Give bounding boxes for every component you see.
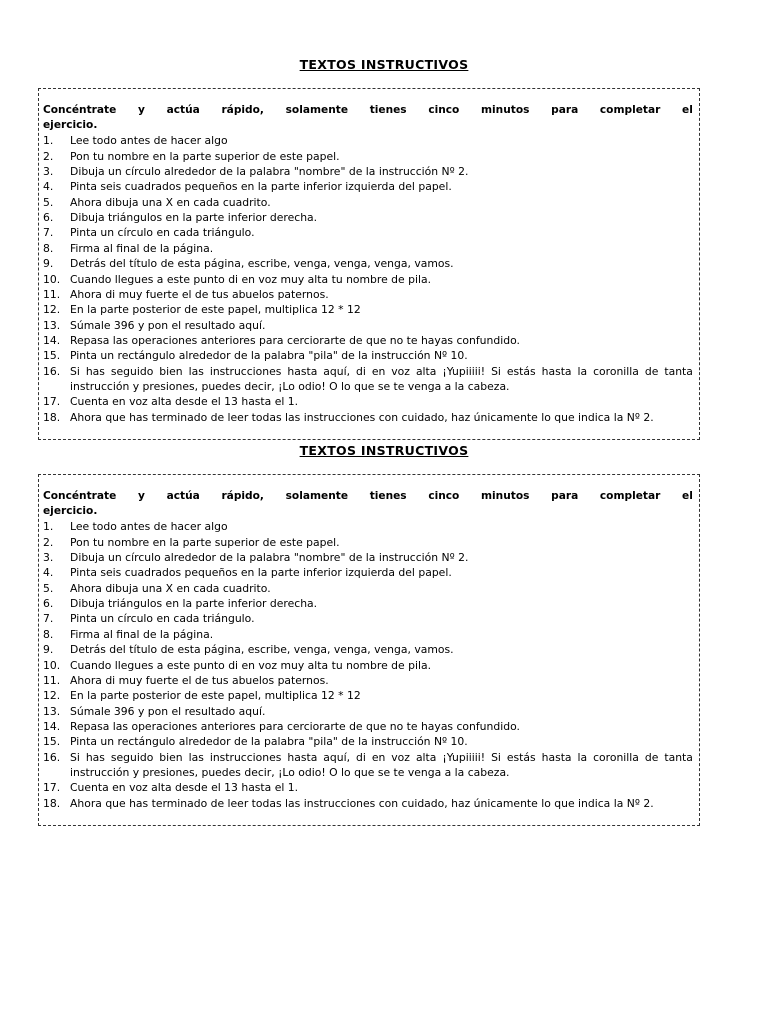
- instruction-item: [43, 133, 693, 148]
- item-number: 6.: [43, 211, 54, 225]
- instruction-item: [43, 627, 693, 642]
- instruction-item: [43, 734, 693, 749]
- instruction-item: [43, 673, 693, 688]
- item-text: Cuando llegues a este punto di en voz muy alta tu nombre de pila.: [70, 272, 432, 286]
- item-text-line: [70, 364, 693, 379]
- item-word: bien: [159, 750, 183, 764]
- item-number: 12.: [43, 689, 61, 703]
- item-text: Súmale 396 y pon el resultado aquí.: [70, 704, 266, 718]
- item-word: di: [356, 750, 366, 764]
- item-text: Firma al final de la página.: [70, 627, 214, 641]
- item-word: hasta: [541, 364, 572, 378]
- item-text: Pinta un rectángulo alrededor de la palabra "pila" de la instrucción Nº 10.: [70, 349, 468, 363]
- item-word: tanta: [664, 364, 693, 378]
- instruction-item: [43, 550, 693, 565]
- instruction-item: [43, 225, 693, 240]
- item-text: Firma al final de la página.: [70, 241, 214, 255]
- item-text: Ahora di muy fuerte el de tus abuelos paternos.: [70, 673, 329, 687]
- item-word: has: [85, 364, 105, 378]
- item-word: di: [356, 364, 366, 378]
- intro-word: Concéntrate: [43, 490, 117, 502]
- item-text: Ahora que has terminado de leer todas las instrucciones con cuidado, haz únicamente lo que indica la Nº 2.: [70, 796, 654, 810]
- item-text: Dibuja triángulos en la parte inferior derecha.: [70, 211, 318, 225]
- intro-word: para: [551, 104, 579, 116]
- item-number: 1.: [43, 520, 54, 534]
- instruction-item: [43, 348, 693, 363]
- intro-word: solamente: [285, 490, 349, 502]
- instruction-item: [43, 658, 693, 673]
- item-word: ¡Yupiiiii!: [442, 750, 486, 764]
- intro-word: completar: [599, 104, 661, 116]
- instruction-item: [43, 164, 693, 179]
- item-number: 2.: [43, 535, 54, 549]
- item-word: has: [85, 750, 105, 764]
- instruction-item: [43, 364, 693, 395]
- instruction-item: [43, 719, 693, 734]
- section-title: TEXTOS INSTRUCTIVOS: [299, 57, 469, 72]
- instruction-item: [43, 796, 693, 811]
- item-text: Lee todo antes de hacer algo: [70, 520, 228, 534]
- item-text: Lee todo antes de hacer algo: [70, 134, 228, 148]
- item-text: Dibuja un círculo alrededor de la palabra "nombre" de la instrucción Nº 2.: [70, 551, 469, 565]
- item-number: 8.: [43, 241, 54, 255]
- intro-line: [43, 103, 693, 118]
- item-number: 13.: [43, 704, 61, 718]
- intro-word: completar: [599, 490, 661, 502]
- item-text: Pon tu nombre en la parte superior de este papel.: [70, 149, 340, 163]
- item-text: Repasa las operaciones anteriores para cerciorarte de que no te hayas confundido.: [70, 333, 520, 347]
- instruction-item: [43, 318, 693, 333]
- item-word: seguido: [110, 750, 154, 764]
- item-word: la: [577, 364, 588, 378]
- instruction-item: [43, 611, 693, 626]
- intro-word: minutos: [481, 104, 530, 116]
- item-text: Cuenta en voz alta desde el 13 hasta el 1.: [70, 781, 299, 795]
- intro-word: el: [682, 490, 693, 502]
- instruction-item: [43, 750, 693, 781]
- item-word: aquí,: [323, 750, 351, 764]
- item-number: 2.: [43, 149, 54, 163]
- item-word: aquí,: [323, 364, 351, 378]
- intro-word: cinco: [428, 104, 460, 116]
- item-text-line: [70, 750, 693, 765]
- item-text: Pinta un círculo en cada triángulo.: [70, 226, 255, 240]
- item-text: [70, 364, 693, 395]
- item-number: 8.: [43, 627, 54, 641]
- intro-word: Concéntrate: [43, 104, 117, 116]
- item-word: estás: [506, 364, 536, 378]
- item-number: 4.: [43, 180, 54, 194]
- item-number: 7.: [43, 612, 54, 626]
- instruction-item: [43, 596, 693, 611]
- item-text: Pon tu nombre en la parte superior de este papel.: [70, 535, 340, 549]
- intro-word: actúa: [166, 490, 200, 502]
- item-number: 10.: [43, 272, 61, 286]
- item-number: 14.: [43, 333, 61, 347]
- instruction-item: [43, 302, 693, 317]
- item-text: En la parte posterior de este papel, multiplica 12 * 12: [70, 689, 361, 703]
- intro-word: rápido,: [221, 490, 264, 502]
- item-number: 18.: [43, 410, 61, 424]
- item-text: Pinta seis cuadrados pequeños en la parte inferior izquierda del papel.: [70, 566, 452, 580]
- item-number: 3.: [43, 165, 54, 179]
- item-word: Si: [70, 364, 80, 378]
- instruction-item: [43, 642, 693, 657]
- item-number: 11.: [43, 673, 61, 687]
- intro-line: [43, 489, 693, 504]
- intro-word: actúa: [166, 104, 200, 116]
- item-number: 7.: [43, 226, 54, 240]
- item-text: Ahora que has terminado de leer todas las instrucciones con cuidado, haz únicamente lo que indica la Nº 2.: [70, 410, 654, 424]
- item-number: 9.: [43, 643, 54, 657]
- item-text: Ahora dibuja una X en cada cuadrito.: [70, 195, 271, 209]
- item-number: 15.: [43, 349, 61, 363]
- item-number: 11.: [43, 287, 61, 301]
- instruction-item: [43, 780, 693, 795]
- instruction-item: [43, 704, 693, 719]
- item-number: 10.: [43, 658, 61, 672]
- item-text: Repasa las operaciones anteriores para cerciorarte de que no te hayas confundido.: [70, 719, 520, 733]
- item-word: hasta: [287, 364, 318, 378]
- section-title: TEXTOS INSTRUCTIVOS: [299, 443, 469, 458]
- instruction-item: [43, 210, 693, 225]
- item-text: Ahora di muy fuerte el de tus abuelos paternos.: [70, 287, 329, 301]
- instruction-item: [43, 256, 693, 271]
- item-word: hasta: [541, 750, 572, 764]
- item-word: instrucciones: [209, 750, 282, 764]
- intro-word: para: [551, 490, 579, 502]
- item-word: coronilla: [593, 750, 639, 764]
- instruction-item: [43, 179, 693, 194]
- item-word: Si: [70, 750, 80, 764]
- item-number: 3.: [43, 551, 54, 565]
- instruction-box: [38, 474, 700, 826]
- item-text: Ahora dibuja una X en cada cuadrito.: [70, 581, 271, 595]
- item-word: voz: [391, 750, 410, 764]
- instruction-item: [43, 535, 693, 550]
- instruction-list: [43, 519, 693, 811]
- item-text: Pinta un rectángulo alrededor de la palabra "pila" de la instrucción Nº 10.: [70, 735, 468, 749]
- item-number: 6.: [43, 597, 54, 611]
- intro-word: rápido,: [221, 104, 264, 116]
- instruction-item: [43, 333, 693, 348]
- item-word: las: [188, 750, 204, 764]
- item-word: voz: [391, 364, 410, 378]
- item-word: tanta: [664, 750, 693, 764]
- item-text: Cuenta en voz alta desde el 13 hasta el 1.: [70, 395, 299, 409]
- item-word: instrucciones: [209, 364, 282, 378]
- instruction-item: [43, 394, 693, 409]
- intro-word: minutos: [481, 490, 530, 502]
- intro-word: cinco: [428, 490, 460, 502]
- intro-text: [43, 103, 693, 133]
- item-word: hasta: [287, 750, 318, 764]
- item-number: 17.: [43, 395, 61, 409]
- item-number: 9.: [43, 257, 54, 271]
- item-text: Súmale 396 y pon el resultado aquí.: [70, 318, 266, 332]
- intro-tail: ejercicio.: [43, 505, 98, 518]
- item-text: Pinta un círculo en cada triángulo.: [70, 612, 255, 626]
- intro-tail: ejercicio.: [43, 119, 98, 132]
- item-text: [70, 750, 693, 781]
- instruction-item: [43, 688, 693, 703]
- item-number: 18.: [43, 796, 61, 810]
- instruction-item: [43, 272, 693, 287]
- instruction-item: [43, 410, 693, 425]
- intro-word: y: [137, 490, 145, 502]
- item-word: coronilla: [593, 364, 639, 378]
- instruction-item: [43, 565, 693, 580]
- instruction-item: [43, 581, 693, 596]
- item-word: estás: [506, 750, 536, 764]
- item-text: Pinta seis cuadrados pequeños en la parte inferior izquierda del papel.: [70, 180, 452, 194]
- instruction-list: [43, 133, 693, 425]
- item-text: Dibuja triángulos en la parte inferior derecha.: [70, 597, 318, 611]
- item-text: En la parte posterior de este papel, multiplica 12 * 12: [70, 303, 361, 317]
- instruction-item: [43, 519, 693, 534]
- item-text: Dibuja un círculo alrededor de la palabra "nombre" de la instrucción Nº 2.: [70, 165, 469, 179]
- item-number: 13.: [43, 318, 61, 332]
- item-number: 14.: [43, 719, 61, 733]
- intro-word: tienes: [369, 104, 407, 116]
- item-word: las: [188, 364, 204, 378]
- item-word: la: [577, 750, 588, 764]
- item-number: 12.: [43, 303, 61, 317]
- item-text: Cuando llegues a este punto di en voz muy alta tu nombre de pila.: [70, 658, 432, 672]
- item-word: Si: [491, 364, 501, 378]
- item-word: ¡Yupiiiii!: [442, 364, 486, 378]
- item-number: 1.: [43, 134, 54, 148]
- item-number: 16.: [43, 364, 61, 378]
- intro-word: y: [137, 104, 145, 116]
- instruction-item: [43, 287, 693, 302]
- instruction-item: [43, 149, 693, 164]
- item-word: en: [371, 364, 386, 378]
- item-number: 15.: [43, 735, 61, 749]
- item-number: 16.: [43, 750, 61, 764]
- intro-word: el: [682, 104, 693, 116]
- item-word: bien: [159, 364, 183, 378]
- intro-text: [43, 489, 693, 519]
- item-word: en: [371, 750, 386, 764]
- item-text: Detrás del título de esta página, escribe, venga, venga, venga, vamos.: [70, 257, 454, 271]
- item-text: Detrás del título de esta página, escribe, venga, venga, venga, vamos.: [70, 643, 454, 657]
- intro-word: tienes: [369, 490, 407, 502]
- intro-word: solamente: [285, 104, 349, 116]
- item-word: alta: [415, 750, 437, 764]
- item-text-line: instrucción y presiones, puedes decir, ¡Lo odio! O lo que se te venga a la cabeza.: [70, 765, 510, 779]
- item-word: de: [644, 364, 659, 378]
- item-word: seguido: [110, 364, 154, 378]
- item-word: alta: [415, 364, 437, 378]
- item-number: 4.: [43, 566, 54, 580]
- item-word: de: [644, 750, 659, 764]
- item-text-line: instrucción y presiones, puedes decir, ¡Lo odio! O lo que se te venga a la cabeza.: [70, 379, 510, 393]
- item-word: Si: [491, 750, 501, 764]
- item-number: 5.: [43, 195, 54, 209]
- item-number: 17.: [43, 781, 61, 795]
- instruction-item: [43, 195, 693, 210]
- item-number: 5.: [43, 581, 54, 595]
- instruction-box: [38, 88, 700, 440]
- instruction-item: [43, 241, 693, 256]
